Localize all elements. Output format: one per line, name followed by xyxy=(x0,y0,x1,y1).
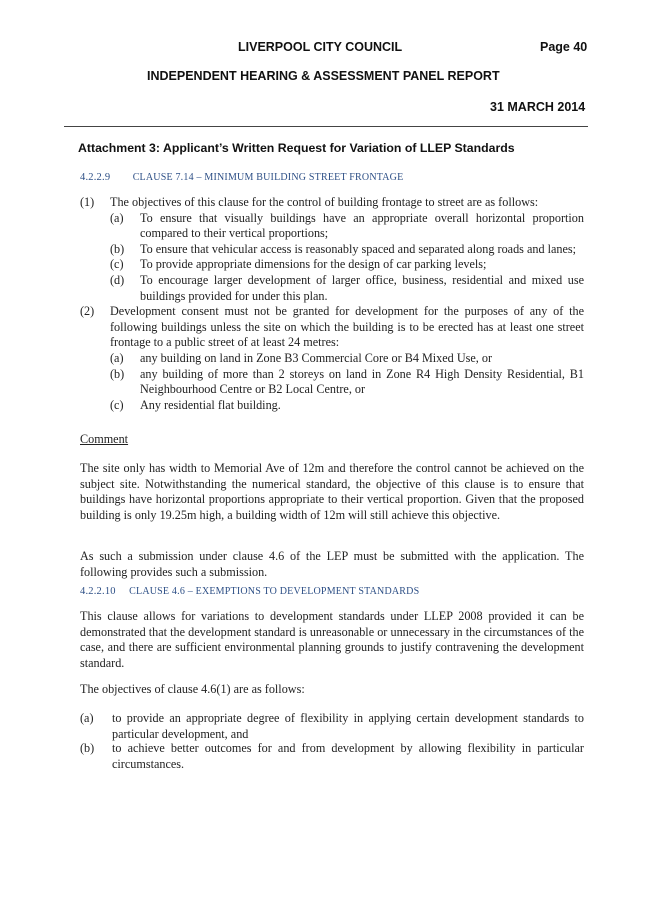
sub-item-label: (b) xyxy=(110,241,125,256)
sub-item-2a xyxy=(110,351,584,367)
section-title: CLAUSE 7.14 – MINIMUM BUILDING STREET FRONTAGE xyxy=(132,172,404,183)
sub-item-text: any building of more than 2 storeys on land in Zone R4 High Density Residential, B1 Neighbourhood Centre or B2 Local Centre, or xyxy=(140,366,584,397)
sub-item-text: To encourage larger development of larger office, business, residential and mixed use buildings provided for under this plan. xyxy=(140,272,584,303)
objective-label: (a) xyxy=(80,711,94,725)
sub-item-2c xyxy=(110,398,584,414)
sub-item-label: (a) xyxy=(110,210,124,225)
sub-item-label: (c) xyxy=(110,257,124,272)
comment-paragraph-1: The site only has width to Memorial Ave of 12m and therefore the control cannot be achieved on the subject site. Notwithstanding the numerical standard, the objective of this clause is to ensure that buildings have horizontal proportions appropriate to their vertical proportion. Given that the proposed building is only 19.25m high, a building width of 12m will still achieve this objective. xyxy=(80,461,584,522)
clause-7-14-list xyxy=(80,195,584,413)
header-divider xyxy=(64,126,588,127)
sub-item-1b xyxy=(110,242,584,258)
comment-heading: Comment xyxy=(80,432,129,446)
sub-item-2b xyxy=(110,367,584,398)
section-number: 4.2.2.10 xyxy=(80,586,116,597)
section-title: CLAUSE 4.6 – EXEMPTIONS TO DEVELOPMENT STANDARDS xyxy=(129,586,420,597)
sub-item-label: (b) xyxy=(110,366,125,381)
section-heading-4-6 xyxy=(80,586,419,597)
report-title: INDEPENDENT HEARING & ASSESSMENT PANEL REPORT xyxy=(147,69,500,83)
clause-item-1 xyxy=(80,195,584,211)
objective-b xyxy=(80,741,584,772)
item-label: (2) xyxy=(80,304,95,319)
sub-item-1d xyxy=(110,273,584,304)
item-text: The objectives of this clause for the control of building frontage to street are as follows: xyxy=(110,195,539,209)
sub-item-1a xyxy=(110,211,584,242)
objective-text: to achieve better outcomes for and from development by allowing flexibility in particular circumstances. xyxy=(112,741,584,771)
item-text: Development consent must not be granted for development for the purposes of any of the following buildings unless the site on which the building is to be erected has at least one street frontage to a public street of at least 24 metres: xyxy=(110,304,584,350)
objective-a xyxy=(80,711,584,742)
sub-item-label: (a) xyxy=(110,350,124,365)
page-number: Page 40 xyxy=(540,40,588,54)
item-label: (1) xyxy=(80,195,95,209)
comment-paragraph-2: As such a submission under clause 4.6 of the LEP must be submitted with the application. The following provides such a submission. xyxy=(80,549,584,579)
clause-4-6-paragraph: This clause allows for variations to development standards under LLEP 2008 provided it can be demonstrated that the development standard is unreasonable or unnecessary in the circumstances of the case, and there are sufficient environmental planning grounds to justify contravening the development standard. xyxy=(80,609,584,670)
sub-item-text: Any residential flat building. xyxy=(140,397,281,412)
sub-item-label: (d) xyxy=(110,272,125,287)
sub-item-text: any building on land in Zone B3 Commercial Core or B4 Mixed Use, or xyxy=(140,350,493,365)
council-name: LIVERPOOL CITY COUNCIL xyxy=(238,40,403,54)
clause-item-2 xyxy=(80,304,584,351)
section-number: 4.2.2.9 xyxy=(80,172,111,183)
sub-item-1c xyxy=(110,257,584,273)
objectives-intro: The objectives of clause 4.6(1) are as follows: xyxy=(80,682,305,696)
sub-item-text: To ensure that vehicular access is reasonably spaced and separated along roads and lanes; xyxy=(140,241,577,256)
objective-text: to provide an appropriate degree of flexibility in applying certain development standards to particular development, and xyxy=(112,711,584,741)
sub-item-text: To ensure that visually buildings have an appropriate overall horizontal proportion compared to their vertical proportions; xyxy=(140,210,584,241)
sub-item-label: (c) xyxy=(110,397,124,412)
report-date: 31 MARCH 2014 xyxy=(490,100,586,114)
section-heading-7-14 xyxy=(80,172,403,183)
attachment-title: Attachment 3: Applicant’s Written Request for Variation of LLEP Standards xyxy=(78,141,515,155)
sub-item-text: To provide appropriate dimensions for the design of car parking levels; xyxy=(140,257,487,272)
objective-label: (b) xyxy=(80,741,95,755)
